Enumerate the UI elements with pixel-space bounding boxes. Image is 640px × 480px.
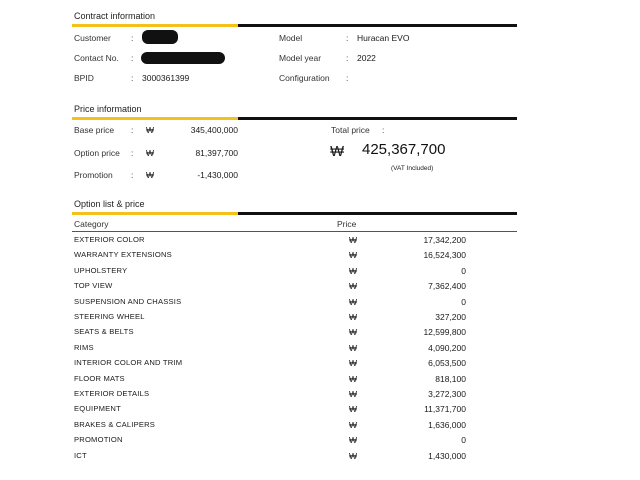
option-value: 6,053,500 xyxy=(428,358,466,369)
option-category: SEATS & BELTS xyxy=(74,327,134,337)
option-category: FLOOR MATS xyxy=(74,373,125,383)
option-value: 0 xyxy=(461,265,466,276)
option-price-label: Option price xyxy=(74,148,120,158)
total-price-value: 425,367,700 xyxy=(362,141,446,158)
model-colon: : xyxy=(346,33,349,43)
option-currency: ₩ xyxy=(349,373,358,384)
base-price-colon: : xyxy=(131,125,134,135)
option-value: 7,362,400 xyxy=(428,281,466,292)
option-value: 0 xyxy=(461,296,466,307)
option-value: 0 xyxy=(461,435,466,446)
model-label: Model xyxy=(279,33,303,43)
option-category: EXTERIOR COLOR xyxy=(74,235,145,244)
base-price-value: 345,400,000 xyxy=(190,125,238,135)
configuration-label: Configuration xyxy=(279,73,330,83)
model-year-label: Model year xyxy=(279,53,322,63)
option-value: 818,100 xyxy=(435,373,466,384)
total-price-colon: : xyxy=(382,125,385,135)
table-row xyxy=(74,327,466,342)
option-category: ICT xyxy=(74,450,87,460)
option-currency: ₩ xyxy=(349,312,358,322)
option-category: INTERIOR COLOR AND TRIM xyxy=(74,358,183,368)
promotion-value: -1,430,000 xyxy=(197,170,238,180)
option-category: PROMOTION xyxy=(74,435,123,445)
option-category: STEERING WHEEL xyxy=(74,312,145,321)
option-currency: ₩ xyxy=(349,296,358,307)
option-currency: ₩ xyxy=(349,327,358,338)
price-section-title: Price information xyxy=(74,104,142,114)
contract-divider xyxy=(72,24,517,27)
option-value: 12,599,800 xyxy=(423,327,466,338)
option-value: 1,636,000 xyxy=(428,419,466,430)
options-divider xyxy=(72,212,517,215)
customer-redaction xyxy=(142,30,178,44)
column-header-price: Price xyxy=(337,219,357,229)
total-price-currency: ₩ xyxy=(330,143,345,160)
contact-label: Contact No. xyxy=(74,53,119,63)
bpid-label: BPID xyxy=(74,73,94,83)
contact-colon: : xyxy=(131,53,134,63)
base-price-label: Base price xyxy=(74,125,115,135)
table-row xyxy=(74,297,466,312)
column-header-category: Category xyxy=(74,219,109,229)
price-divider xyxy=(72,117,517,120)
options-section-title: Option list & price xyxy=(74,199,145,209)
option-value: 11,371,700 xyxy=(424,404,466,415)
option-category: EXTERIOR DETAILS xyxy=(74,389,150,398)
option-value: 3,272,300 xyxy=(428,389,466,399)
table-row xyxy=(74,420,466,435)
promotion-label: Promotion xyxy=(74,170,113,180)
table-row xyxy=(74,250,466,265)
option-currency: ₩ xyxy=(349,404,358,415)
option-currency: ₩ xyxy=(349,281,358,292)
vat-note: (VAT Included) xyxy=(391,165,434,172)
table-row xyxy=(74,343,466,358)
customer-colon: : xyxy=(131,33,134,43)
option-currency: ₩ xyxy=(349,450,358,461)
option-category: BRAKES & CALIPERS xyxy=(74,419,156,429)
configuration-colon: : xyxy=(346,73,349,83)
option-price-value: 81,397,700 xyxy=(195,148,238,158)
option-category: WARRANTY EXTENSIONS xyxy=(74,250,172,260)
base-price-currency: ₩ xyxy=(146,125,155,135)
total-price-label: Total price xyxy=(331,125,370,135)
promotion-currency: ₩ xyxy=(146,170,155,180)
bpid-value: 3000361399 xyxy=(142,73,190,83)
option-currency: ₩ xyxy=(349,358,358,369)
model-year-colon: : xyxy=(346,53,349,63)
promotion-colon: : xyxy=(131,170,134,180)
option-currency: ₩ xyxy=(349,235,358,245)
option-value: 17,342,200 xyxy=(423,235,466,245)
option-category: UPHOLSTERY xyxy=(74,265,128,275)
table-row xyxy=(74,389,466,404)
table-row xyxy=(74,312,466,327)
option-value: 4,090,200 xyxy=(428,342,466,353)
option-currency: ₩ xyxy=(349,250,358,261)
option-currency: ₩ xyxy=(349,419,358,430)
table-row xyxy=(74,451,466,466)
header-divider xyxy=(72,231,517,232)
contract-section-title: Contract information xyxy=(74,11,156,21)
option-value: 327,200 xyxy=(435,312,466,322)
option-currency: ₩ xyxy=(349,389,358,399)
table-row xyxy=(74,404,466,419)
table-row xyxy=(74,281,466,296)
option-category: TOP VIEW xyxy=(74,281,113,291)
table-row xyxy=(74,374,466,389)
bpid-colon: : xyxy=(131,73,134,83)
contact-redaction xyxy=(141,52,225,64)
option-value: 16,524,300 xyxy=(423,250,466,261)
customer-label: Customer xyxy=(74,33,111,43)
table-row xyxy=(74,235,466,250)
option-category: SUSPENSION AND CHASSIS xyxy=(74,296,182,306)
model-year-value: 2022 xyxy=(357,53,376,63)
option-currency: ₩ xyxy=(349,435,358,446)
model-value: Huracan EVO xyxy=(357,33,410,43)
option-price-colon: : xyxy=(131,148,134,158)
option-price-currency: ₩ xyxy=(146,148,155,158)
option-value: 1,430,000 xyxy=(428,450,466,461)
table-row xyxy=(74,435,466,450)
option-category: EQUIPMENT xyxy=(74,404,121,414)
table-row xyxy=(74,266,466,281)
option-currency: ₩ xyxy=(349,265,358,276)
table-row xyxy=(74,358,466,373)
option-category: RIMS xyxy=(74,342,94,352)
option-currency: ₩ xyxy=(349,342,358,353)
